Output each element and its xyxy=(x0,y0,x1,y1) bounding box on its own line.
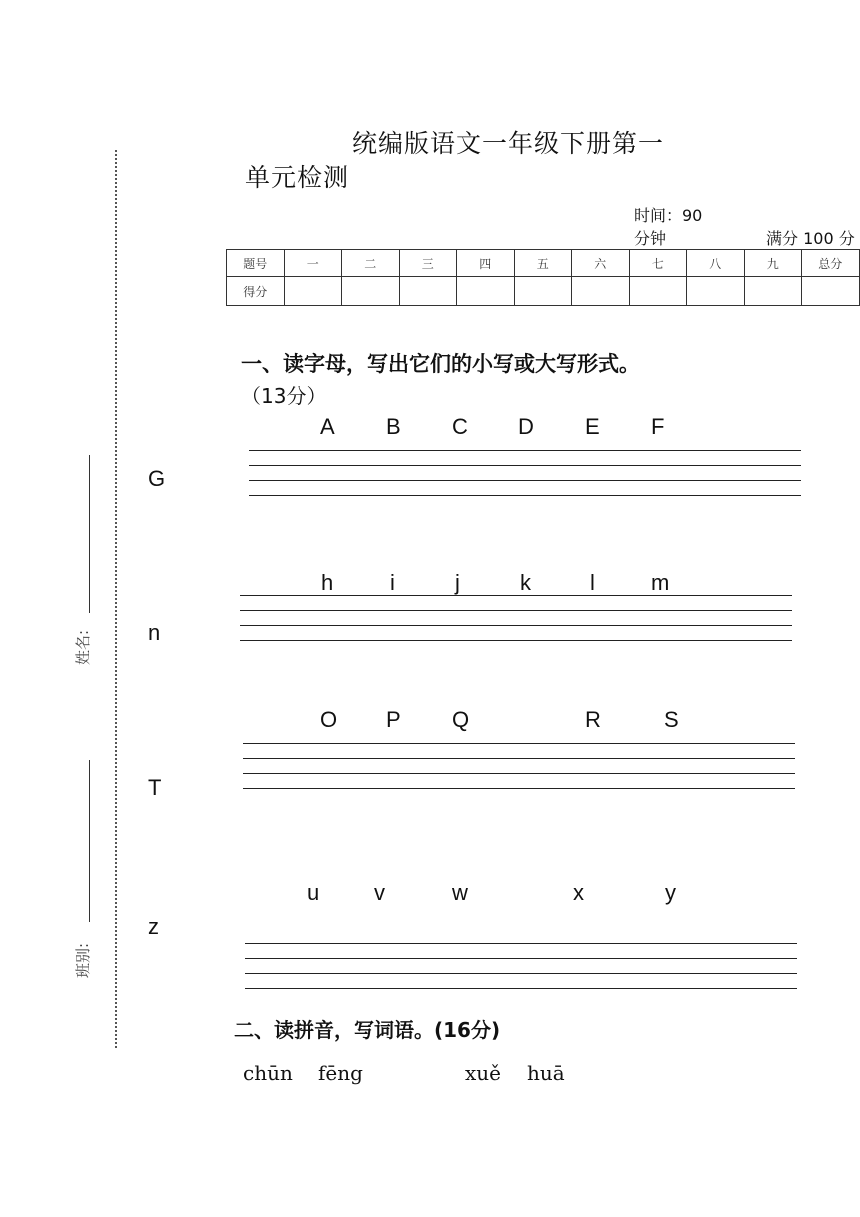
writing-line[interactable] xyxy=(240,595,792,596)
name-label: 姓名: xyxy=(74,629,92,665)
side-letter: z xyxy=(148,914,159,939)
header-cell: 二 xyxy=(342,250,400,277)
writing-line[interactable] xyxy=(249,450,801,451)
section1-points: （13分） xyxy=(241,384,327,408)
binding-dotted-line xyxy=(115,150,117,1048)
letter: Q xyxy=(452,707,470,732)
header-cell: 总分 xyxy=(802,250,860,277)
full-score: 满分 100 分 xyxy=(766,229,855,248)
class-write-line xyxy=(89,760,90,922)
letter: k xyxy=(520,570,531,595)
letter: m xyxy=(651,570,670,595)
side-letter: G xyxy=(148,466,166,491)
score-cell[interactable] xyxy=(687,277,745,306)
score-row-label: 得分 xyxy=(227,277,285,306)
writing-line[interactable] xyxy=(245,958,797,959)
section1-heading: 一、读字母，写出它们的小写或大写形式。 xyxy=(241,352,640,376)
class-label: 班别: xyxy=(74,942,92,978)
writing-line[interactable] xyxy=(243,743,795,744)
score-table-header-row xyxy=(227,250,860,277)
score-table-score-row xyxy=(227,277,860,306)
score-cell[interactable] xyxy=(514,277,572,306)
score-cell[interactable] xyxy=(629,277,687,306)
letter: E xyxy=(585,414,600,439)
letter: i xyxy=(390,570,395,595)
header-cell: 五 xyxy=(514,250,572,277)
pinyin-syllable: fēng xyxy=(318,1061,363,1085)
header-cell: 一 xyxy=(284,250,342,277)
letter: v xyxy=(374,880,385,905)
score-cell[interactable] xyxy=(342,277,400,306)
pinyin-syllable: xuě xyxy=(465,1061,501,1085)
writing-line[interactable] xyxy=(243,773,795,774)
letter: R xyxy=(585,707,601,732)
writing-line[interactable] xyxy=(249,480,801,481)
letter: C xyxy=(452,414,468,439)
letter: h xyxy=(321,570,334,595)
score-cell[interactable] xyxy=(284,277,342,306)
header-cell: 题号 xyxy=(227,250,285,277)
writing-line[interactable] xyxy=(245,973,797,974)
score-cell[interactable] xyxy=(744,277,802,306)
writing-line[interactable] xyxy=(249,465,801,466)
side-letter: T xyxy=(148,775,162,800)
writing-line[interactable] xyxy=(243,758,795,759)
score-cell[interactable] xyxy=(457,277,515,306)
letter: F xyxy=(651,414,665,439)
score-table xyxy=(226,249,860,306)
letter: S xyxy=(664,707,679,732)
header-cell: 九 xyxy=(744,250,802,277)
letter: P xyxy=(386,707,401,732)
letter: w xyxy=(452,880,468,905)
header-cell: 三 xyxy=(399,250,457,277)
writing-line[interactable] xyxy=(240,640,792,641)
letter: O xyxy=(320,707,338,732)
letter: j xyxy=(455,570,460,595)
header-cell: 七 xyxy=(629,250,687,277)
header-cell: 八 xyxy=(687,250,745,277)
section2-heading: 二、读拼音，写词语。(16分) xyxy=(234,1018,501,1042)
letter: B xyxy=(386,414,401,439)
writing-line[interactable] xyxy=(240,625,792,626)
writing-line[interactable] xyxy=(245,988,797,989)
exam-time-unit: 分钟 xyxy=(634,229,667,248)
name-write-line xyxy=(89,455,90,613)
letter: y xyxy=(665,880,676,905)
exam-time: 时间：90 xyxy=(634,206,703,225)
score-cell[interactable] xyxy=(399,277,457,306)
header-cell: 四 xyxy=(457,250,515,277)
writing-line[interactable] xyxy=(249,495,801,496)
letter: u xyxy=(307,880,320,905)
page-title-line1: 统编版语文一年级下册第一 xyxy=(352,129,665,158)
score-cell[interactable] xyxy=(802,277,860,306)
side-letter: n xyxy=(148,620,161,645)
writing-line[interactable] xyxy=(245,943,797,944)
letter: x xyxy=(573,880,584,905)
page-title-line2: 单元检测 xyxy=(245,163,350,192)
letter: l xyxy=(590,570,595,595)
letter: A xyxy=(320,414,335,439)
score-cell[interactable] xyxy=(572,277,630,306)
header-cell: 六 xyxy=(572,250,630,277)
pinyin-syllable: huā xyxy=(527,1061,565,1085)
pinyin-syllable: chūn xyxy=(243,1061,293,1085)
letter: D xyxy=(518,414,534,439)
writing-line[interactable] xyxy=(243,788,795,789)
writing-line[interactable] xyxy=(240,610,792,611)
